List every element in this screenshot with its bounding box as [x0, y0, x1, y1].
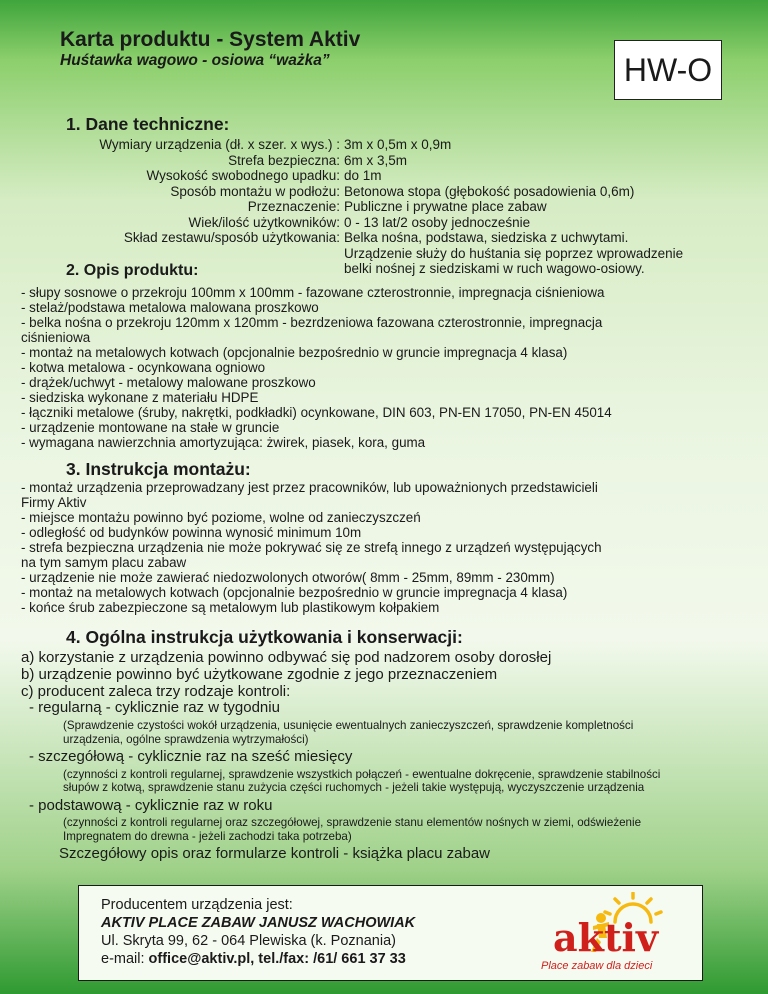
- contact-details: office@aktiv.pl, tel./fax: /61/ 661 37 33: [148, 951, 406, 967]
- producer-box: [78, 885, 703, 981]
- list-item: - słupy sosnowe o przekroju 100mm x 100mm - fazowane czterostronnie, impregnacja ciśnieniowa: [21, 285, 605, 300]
- list-item: - belka nośna o przekroju 120mm x 120mm - bezrdzeniowa fazowana czterostronnie, impregnacja ciśnieniowa: [21, 315, 603, 345]
- control-detailed-label: - szczegółową - cyklicznie raz na sześć miesięcy: [29, 748, 353, 765]
- spec-row: [66, 137, 706, 153]
- control-detailed-detail: (czynności z kontroli regularnej, sprawdzenie wszystkich połączeń - ewentualne dokręcenie, sprawdzenie stabilności słupów z kotwą, sprawdzenie stanu zużycia części ruchomych - jeżeli takie występują, wyczyszczenie urządzenia: [63, 767, 661, 795]
- section-installation-heading: 3. Instrukcja montażu:: [66, 459, 251, 479]
- contact-prefix: e-mail:: [101, 951, 149, 967]
- section-description-heading: 2. Opis produktu:: [66, 262, 199, 279]
- spec-value: Belka nośna, podstawa, siedziska z uchwytami. Urządzenie służy do huśtania się poprzez wprowadzenie belki nośnej z siedziskami w ruch wagowo-osiowy.: [344, 230, 684, 276]
- spec-label: Strefa bezpieczna:: [228, 152, 340, 168]
- list-item: - kotwa metalowa - ocynkowana ogniowo: [21, 360, 266, 375]
- list-item: - urządzenie nie może zawierać niedozwolonych otworów( 8mm - 25mm, 89mm - 230mm): [21, 570, 555, 585]
- control-basic-label: - podstawową - cyklicznie raz w roku: [29, 796, 273, 814]
- spec-value: 0 - 13 lat/2 osoby jednocześnie: [344, 214, 531, 230]
- list-item: - miejsce montażu powinno być poziome, wolne od zanieczyszczeń: [21, 510, 421, 525]
- aktiv-logo: [537, 892, 687, 976]
- product-subtitle: Huśtawka wagowo - osiowa “ważka”: [60, 52, 330, 69]
- logo-wordmark: aktiv: [553, 915, 659, 960]
- list-item: - montaż na metalowych kotwach (opcjonalnie bezpośrednio w gruncie impregnacja 4 klasa): [21, 585, 568, 600]
- installation-list: [21, 480, 741, 615]
- product-code: HW-O: [623, 51, 713, 88]
- spec-label: Wymiary urządzenia (dł. x szer. x wys.) :: [99, 137, 340, 152]
- control-basic-detail: (czynności z kontroli regularnej oraz szczegółowej, sprawdzenie stanu elementów nośnych w ziemi, odświeżenie Impregnatem do drewna - jeżeli zachodzi taka potrzeba): [63, 816, 642, 843]
- spec-label: Sposób montażu w podłożu:: [170, 183, 340, 199]
- list-item: - wymagana nawierzchnia amortyzująca: żwirek, piasek, kora, guma: [21, 435, 426, 450]
- control-regular-label: - regularną - cyklicznie raz w tygodniu: [29, 699, 280, 717]
- spec-label: Skład zestawu/sposób użytkowania:: [123, 230, 340, 245]
- list-item: - strefa bezpieczna urządzenia nie może pokrywać się ze strefą innego z urządzeń występujących na tym samym placu zabaw: [21, 540, 602, 570]
- spec-value: 6m x 3,5m: [344, 152, 408, 168]
- list-item: - odległość od budynków powinna wynosić minimum 10m: [21, 525, 362, 540]
- list-item: - urządzenie montowane na stałe w gruncie: [21, 420, 280, 435]
- section-usage-heading: 4. Ogólna instrukcja użytkowania i konserwacji:: [66, 627, 463, 647]
- spec-label: Wysokość swobodnego upadku:: [146, 168, 340, 183]
- list-item: - montaż na metalowych kotwach (opcjonalnie bezpośrednio w gruncie impregnacja 4 klasa): [21, 345, 568, 360]
- list-item: - końce śrub zabezpieczone są metalowym lub plastikowym kołpakiem: [21, 600, 440, 615]
- spec-label: Przeznaczenie:: [247, 199, 340, 214]
- spec-value: Betonowa stopa (głębokość posadowienia 0,6m): [344, 183, 635, 199]
- list-item: - stelaż/podstawa metalowa malowana proszkowo: [21, 300, 319, 315]
- product-code-box: [614, 40, 722, 100]
- list-item: - łączniki metalowe (śruby, nakrętki, podkładki) ocynkowane, DIN 603, PN-EN 17050, PN-EN 45014: [21, 405, 612, 420]
- list-item: - siedziska wykonane z materiału HDPE: [21, 390, 259, 405]
- producer-info: [101, 896, 415, 968]
- logo-tagline: Place zabaw dla dzieci: [541, 960, 653, 972]
- producer-contact: [101, 950, 415, 968]
- spec-row: [66, 199, 706, 215]
- spec-row: [66, 215, 706, 231]
- spec-value: 3m x 0,5m x 0,9m: [344, 137, 452, 152]
- list-item: - drążek/uchwyt - metalowy malowane proszkowo: [21, 375, 316, 390]
- spec-value: Publiczne i prywatne place zabaw: [344, 199, 547, 214]
- spec-row: [66, 153, 706, 169]
- document-title: Karta produktu - System Aktiv: [60, 28, 361, 51]
- usage-instructions: [21, 650, 751, 863]
- spec-row: [66, 184, 706, 200]
- producer-intro: Producentem urządzenia jest:: [101, 897, 293, 913]
- description-list: [21, 285, 741, 450]
- list-item: - montaż urządzenia przeprowadzany jest przez pracowników, lub upoważnionych przedstawicieli Firmy Aktiv: [21, 480, 598, 510]
- producer-address: Ul. Skryta 99, 62 - 064 Plewiska (k. Poznania): [101, 933, 396, 949]
- technical-spec-table: [66, 137, 706, 277]
- usage-line-b: b) urządzenie powinno być użytkowane zgodnie z jego przeznaczeniem: [21, 665, 498, 683]
- usage-final-note: Szczegółowy opis oraz formularze kontroli - książka placu zabaw: [59, 845, 491, 863]
- usage-line-c: c) producent zaleca trzy rodzaje kontroli:: [21, 682, 291, 700]
- section-technical-heading: 1. Dane techniczne:: [66, 114, 230, 134]
- control-regular-detail: (Sprawdzenie czystości wokół urządzenia, usunięcie ewentualnych zanieczyszczeń, sprawdzenie kompletności urządzenia, ogólne sprawdzenia wytrzymałości): [63, 719, 634, 746]
- spec-label: Wiek/ilość użytkowników:: [188, 214, 340, 230]
- producer-company: AKTIV PLACE ZABAW JANUSZ WACHOWIAK: [101, 915, 416, 931]
- spec-row: [66, 168, 706, 184]
- usage-line-a: a) korzystanie z urządzenia powinno odbywać się pod nadzorem osoby dorosłej: [21, 649, 552, 666]
- spec-value: do 1m: [344, 168, 382, 183]
